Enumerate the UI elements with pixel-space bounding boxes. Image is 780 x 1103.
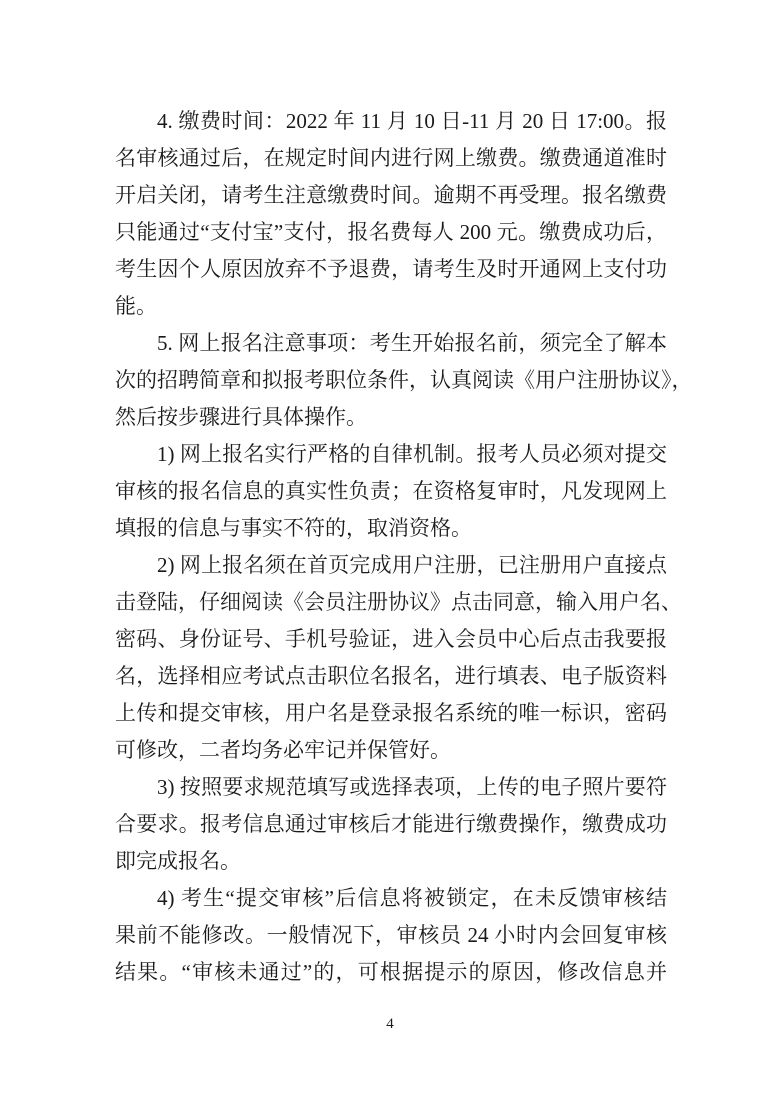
paragraph-note1-line: 1) 网上报名实行严格的自律机制。报考人员必须对提交 <box>157 442 667 466</box>
paragraph-notes-intro-line: 次的招聘简章和拟报考职位条件，认真阅读《用户注册协议》， <box>115 368 693 392</box>
paragraph-note2-line: 击登陆，仔细阅读《会员注册协议》点击同意，输入用户名、 <box>115 590 682 614</box>
paragraph-note4-line: 结果。“审核未通过”的，可根据提示的原因，修改信息并 <box>115 960 667 984</box>
paragraph-note2-line: 名，选择相应考试点击职位名报名，进行填表、电子版资料 <box>115 664 667 688</box>
paragraph-note1-line: 审核的报名信息的真实性负责；在资格复审时，凡发现网上 <box>115 479 667 503</box>
paragraph-note2-line: 密码、身份证号、手机号验证，进入会员中心后点击我要报 <box>115 627 667 651</box>
paragraph-payment-line: 名审核通过后，在规定时间内进行网上缴费。缴费通道准时 <box>115 146 667 170</box>
paragraph-payment-line: 开启关闭，请考生注意缴费时间。逾期不再受理。报名缴费 <box>115 183 667 207</box>
paragraph-payment-line: 4. 缴费时间：2022 年 11 月 10 日-11 月 20 日 17:00。报 <box>157 109 667 133</box>
page-number: 4 <box>386 1016 394 1032</box>
paragraph-note2-line: 2) 网上报名须在首页完成用户注册，已注册用户直接点 <box>157 553 667 577</box>
paragraph-note3-line: 即完成报名。 <box>115 849 241 873</box>
paragraph-note1-line: 填报的信息与事实不符的，取消资格。 <box>115 516 472 540</box>
paragraph-note3-line: 3) 按照要求规范填写或选择表项，上传的电子照片要符 <box>157 775 667 799</box>
paragraph-notes-intro-line: 然后按步骤进行具体操作。 <box>115 405 367 429</box>
paragraph-notes-intro-line: 5. 网上报名注意事项：考生开始报名前，须完全了解本 <box>157 331 667 355</box>
paragraph-note3-line: 合要求。报考信息通过审核后才能进行缴费操作，缴费成功 <box>115 812 667 836</box>
paragraph-note2-line: 上传和提交审核，用户名是登录报名系统的唯一标识，密码 <box>115 701 667 725</box>
document-body <box>115 103 693 991</box>
paragraph-payment-line: 只能通过“支付宝”支付，报名费每人 200 元。缴费成功后， <box>115 220 667 244</box>
paragraph-note4-line: 果前不能修改。一般情况下，审核员 24 小时内会回复审核 <box>115 923 667 947</box>
paragraph-note2-line: 可修改，二者均务必牢记并保管好。 <box>115 738 451 762</box>
paragraph-payment-line: 考生因个人原因放弃不予退费，请考生及时开通网上支付功 <box>115 257 667 281</box>
paragraph-payment-line: 能。 <box>115 294 157 318</box>
paragraph-note4-line: 4) 考生“提交审核”后信息将被锁定，在未反馈审核结 <box>157 886 667 910</box>
